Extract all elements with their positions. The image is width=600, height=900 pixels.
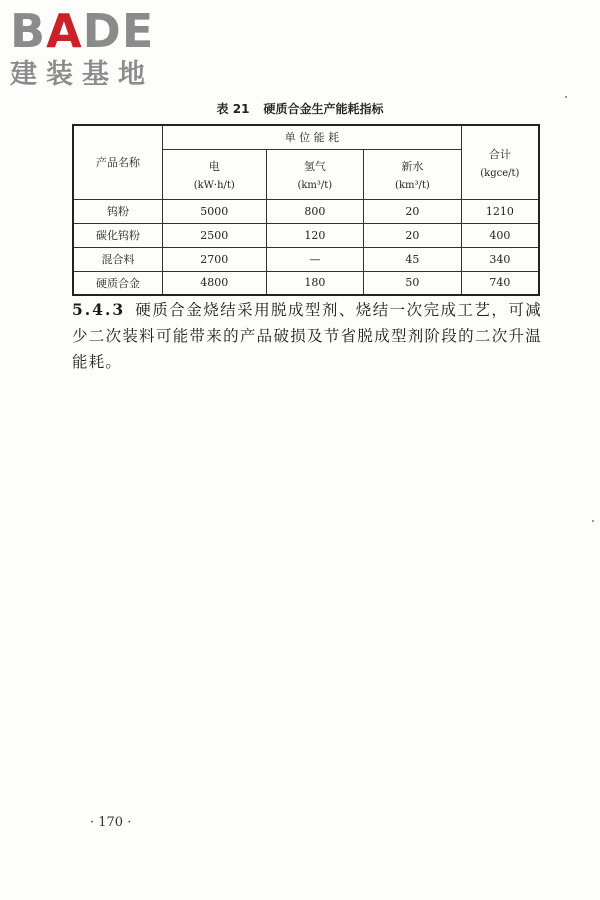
header-fresh-water: 新水 (km³/t) [364, 149, 462, 199]
energy-consumption-table [72, 124, 540, 296]
section-paragraph [72, 297, 542, 375]
bade-logo [10, 6, 154, 92]
table-title: 硬质合金生产能耗指标 [263, 102, 384, 116]
logo-subtitle: 建装基地 [10, 59, 154, 90]
table-row: 碳化钨粉 2500 120 20 400 [73, 223, 539, 247]
table-row: 混合料 2700 — 45 340 [73, 247, 539, 271]
header-unit-consumption: 单 位 能 耗 [162, 125, 461, 149]
table-number: 表 21 [216, 102, 250, 116]
scan-speck [592, 520, 594, 522]
paragraph-text: 硬质合金烧结采用脱成型剂、烧结一次完成工艺，可减少二次装料可能带来的产品破损及节省脱成型剂阶段的二次升温能耗。 [72, 301, 542, 371]
header-total: 合计 (kgce/t) [461, 125, 539, 199]
header-electricity: 电 (kW·h/t) [162, 149, 266, 199]
logo-wordmark: BADE [10, 4, 155, 58]
scan-speck [565, 96, 567, 98]
table-row: 钨粉 5000 800 20 1210 [73, 199, 539, 223]
section-number: 5.4.3 [72, 300, 126, 319]
header-hydrogen: 氢气 (km³/t) [266, 149, 364, 199]
header-product-name: 产品名称 [73, 125, 162, 199]
logo-accent-letter: A [46, 4, 83, 58]
page-number: · 170 · [90, 815, 132, 830]
table-row: 硬质合金 4800 180 50 740 [73, 271, 539, 295]
table-caption [0, 100, 600, 117]
